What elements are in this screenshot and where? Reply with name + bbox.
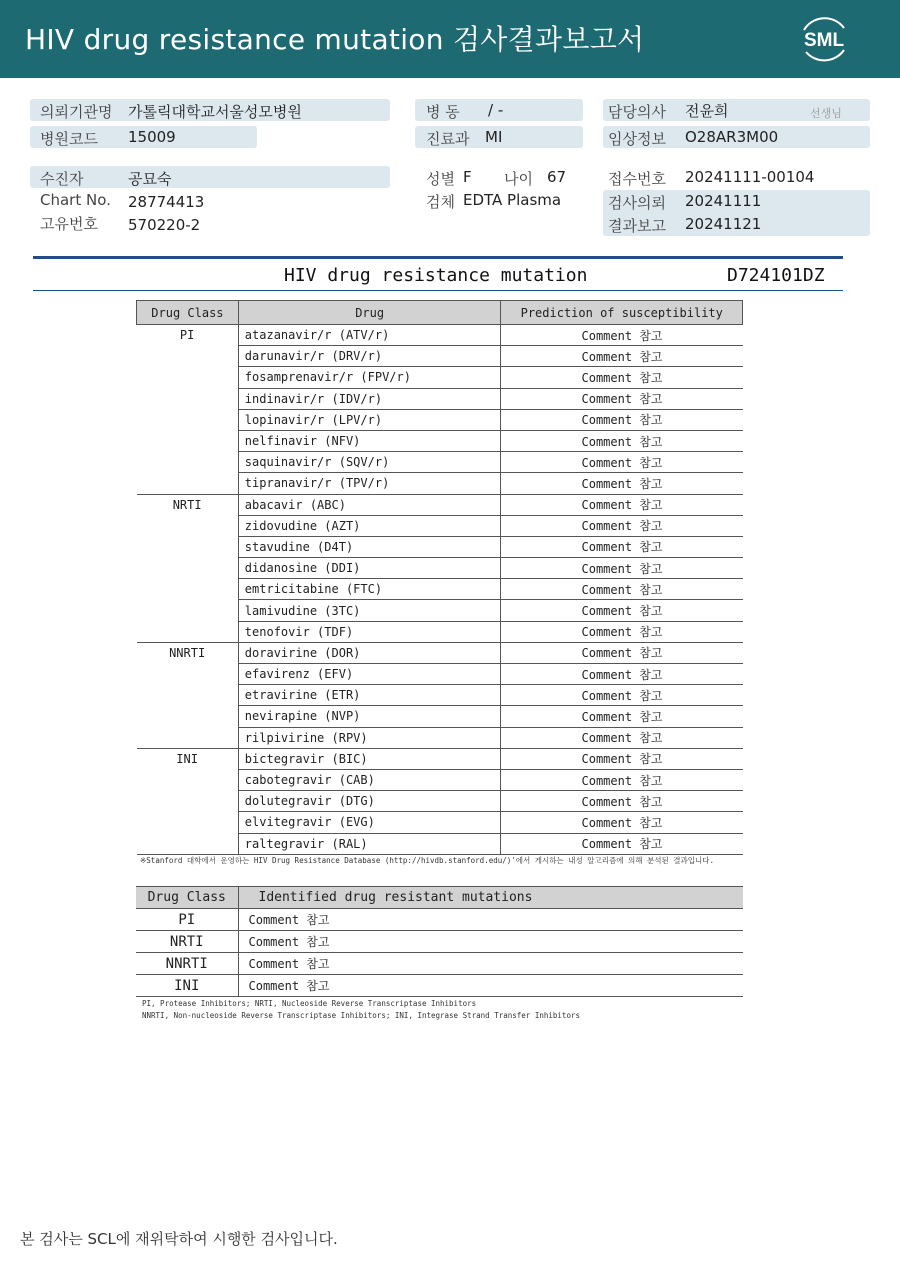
prediction-cell: Comment 참고 [501, 579, 743, 600]
receipt-label: 접수번호 [608, 170, 666, 188]
drug-cell: lopinavir/r (LPV/r) [238, 409, 501, 430]
drug-cell: saquinavir/r (SQV/r) [238, 452, 501, 473]
sml-logo [794, 10, 854, 68]
ward-value: / - [488, 101, 504, 119]
mutations-table-body [136, 909, 743, 997]
prediction-cell: Comment 참고 [501, 685, 743, 706]
mut-col-class: Drug Class [136, 887, 238, 909]
prediction-cell: Comment 참고 [501, 473, 743, 494]
drug-cell: nevirapine (NVP) [238, 706, 501, 727]
drug-cell: atazanavir/r (ATV/r) [238, 325, 501, 346]
prediction-cell: Comment 참고 [501, 409, 743, 430]
drug-cell: nelfinavir (NFV) [238, 430, 501, 451]
bottom-note: 본 검사는 SCL에 재위탁하여 시행한 검사입니다. [20, 1230, 338, 1248]
prediction-cell: Comment 참고 [501, 367, 743, 388]
drug-cell: etravirine (ETR) [238, 685, 501, 706]
unique-label: 고유번호 [40, 215, 98, 233]
table-row [137, 642, 743, 663]
report-title: HIV drug resistance mutation [284, 265, 588, 286]
prediction-cell: Comment 참고 [501, 833, 743, 854]
sex-value: F [463, 168, 472, 186]
patient-label: 수진자 [40, 170, 84, 188]
patient-bg [30, 166, 390, 188]
table-row [137, 748, 743, 769]
hospital-code-label: 병원코드 [40, 130, 98, 148]
drug-cell: didanosine (DDI) [238, 558, 501, 579]
drug-class-cell: INI [137, 748, 239, 854]
report-value: 20241121 [685, 215, 762, 233]
drug-cell: zidovudine (AZT) [238, 515, 501, 536]
specimen-label: 검체 [426, 193, 455, 211]
table-row [137, 494, 743, 515]
drug-cell: bictegravir (BIC) [238, 748, 501, 769]
prediction-cell: Comment 참고 [501, 706, 743, 727]
institution-value: 가톨릭대학교서울성모병원 [128, 103, 302, 121]
prediction-cell: Comment 참고 [501, 727, 743, 748]
prediction-cell: Comment 참고 [501, 430, 743, 451]
drug-cell: indinavir/r (IDV/r) [238, 388, 501, 409]
drug-cell: elvitegravir (EVG) [238, 812, 501, 833]
drug-cell: dolutegravir (DTG) [238, 791, 501, 812]
header-bar [0, 0, 900, 78]
table-header-row [137, 301, 743, 325]
drug-cell: abacavir (ABC) [238, 494, 501, 515]
mutation-row [136, 975, 743, 997]
prediction-cell: Comment 참고 [501, 452, 743, 473]
table-row [137, 325, 743, 346]
report-code: D724101DZ [727, 265, 825, 286]
request-label: 검사의뢰 [608, 194, 666, 212]
doctor-label: 담당의사 [608, 103, 666, 121]
drug-cell: emtricitabine (FTC) [238, 579, 501, 600]
mutation-class-cell: NRTI [136, 931, 238, 953]
sex-label: 성별 [426, 170, 455, 188]
prediction-cell: Comment 참고 [501, 642, 743, 663]
mutation-class-cell: NNRTI [136, 953, 238, 975]
age-value: 67 [547, 168, 567, 186]
col-prediction: Prediction of susceptibility [501, 301, 743, 325]
drug-cell: raltegravir (RAL) [238, 833, 501, 854]
drug-cell: rilpivirine (RPV) [238, 727, 501, 748]
doctor-suffix: 선생님 [810, 107, 842, 120]
col-drug: Drug [238, 301, 501, 325]
prediction-cell: Comment 참고 [501, 791, 743, 812]
age-label: 나이 [504, 170, 533, 188]
drug-cell: doravirine (DOR) [238, 642, 501, 663]
abbreviations-footnote [142, 998, 580, 1022]
drug-cell: efavirenz (EFV) [238, 664, 501, 685]
prediction-cell: Comment 참고 [501, 388, 743, 409]
mutation-value-cell: Comment 참고 [238, 953, 743, 975]
mutation-value-cell: Comment 참고 [238, 909, 743, 931]
col-drug-class: Drug Class [137, 301, 239, 325]
susceptibility-table-body [137, 325, 743, 855]
specimen-value: EDTA Plasma [463, 191, 562, 209]
mutation-value-cell: Comment 참고 [238, 931, 743, 953]
department-value: MI [485, 128, 503, 146]
mutation-row [136, 909, 743, 931]
ward-label: 병 동 [426, 103, 460, 121]
request-value: 20241111 [685, 192, 762, 210]
receipt-value: 20241111-00104 [685, 168, 815, 186]
department-label: 진료과 [426, 130, 470, 148]
clinical-label: 임상정보 [608, 130, 666, 148]
prediction-cell: Comment 참고 [501, 536, 743, 557]
drug-cell: fosamprenavir/r (FPV/r) [238, 367, 501, 388]
chart-value: 28774413 [128, 193, 205, 211]
drug-cell: stavudine (D4T) [238, 536, 501, 557]
clinical-value: O28AR3M00 [685, 128, 779, 146]
prediction-cell: Comment 참고 [501, 600, 743, 621]
mutation-value-cell: Comment 참고 [238, 975, 743, 997]
drug-class-cell: NRTI [137, 494, 239, 642]
patient-value: 공묘숙 [128, 170, 172, 188]
page-title: HIV drug resistance mutation 검사결과보고서 [25, 23, 645, 56]
susceptibility-table [136, 300, 743, 855]
mutation-class-cell: PI [136, 909, 238, 931]
hospital-code-value: 15009 [128, 128, 176, 146]
stanford-footnote: ※Stanford 대학에서 운영하는 HIV Drug Resistance Database (http://hivdb.stanford.edu/)'에서 게시하는 내성 알고리즘에 의해 분석된 결과입니다. [140, 856, 715, 865]
abbrev-line-1: PI, Protease Inhibitors; NRTI, Nucleoside Reverse Transcriptase Inhibitors [142, 999, 477, 1008]
prediction-cell: Comment 참고 [501, 748, 743, 769]
prediction-cell: Comment 참고 [501, 325, 743, 346]
report-rule-bottom [33, 290, 843, 291]
drug-cell: lamivudine (3TC) [238, 600, 501, 621]
mutations-table [136, 886, 743, 997]
drug-cell: darunavir/r (DRV/r) [238, 346, 501, 367]
abbrev-line-2: NNRTI, Non-nucleoside Reverse Transcriptase Inhibitors; INI, Integrase Strand Transfer Inhibitors [142, 1011, 580, 1020]
mutation-class-cell: INI [136, 975, 238, 997]
prediction-cell: Comment 참고 [501, 621, 743, 642]
chart-label: Chart No. [40, 191, 111, 209]
drug-cell: tenofovir (TDF) [238, 621, 501, 642]
mutations-header-row [136, 887, 743, 909]
institution-label: 의뢰기관명 [40, 103, 113, 121]
svg-text:SML: SML [803, 30, 845, 51]
prediction-cell: Comment 참고 [501, 664, 743, 685]
doctor-value: 전윤희 [685, 102, 729, 120]
prediction-cell: Comment 참고 [501, 558, 743, 579]
mut-col-mutations: Identified drug resistant mutations [238, 887, 743, 909]
drug-class-cell: NNRTI [137, 642, 239, 748]
prediction-cell: Comment 참고 [501, 346, 743, 367]
drug-cell: tipranavir/r (TPV/r) [238, 473, 501, 494]
unique-value: 570220-2 [128, 216, 201, 234]
drug-class-cell: PI [137, 325, 239, 495]
prediction-cell: Comment 참고 [501, 769, 743, 790]
report-label: 결과보고 [608, 217, 666, 235]
prediction-cell: Comment 참고 [501, 494, 743, 515]
drug-cell: cabotegravir (CAB) [238, 769, 501, 790]
mutation-row [136, 953, 743, 975]
mutation-row [136, 931, 743, 953]
prediction-cell: Comment 참고 [501, 812, 743, 833]
prediction-cell: Comment 참고 [501, 515, 743, 536]
report-rule-top [33, 256, 843, 259]
